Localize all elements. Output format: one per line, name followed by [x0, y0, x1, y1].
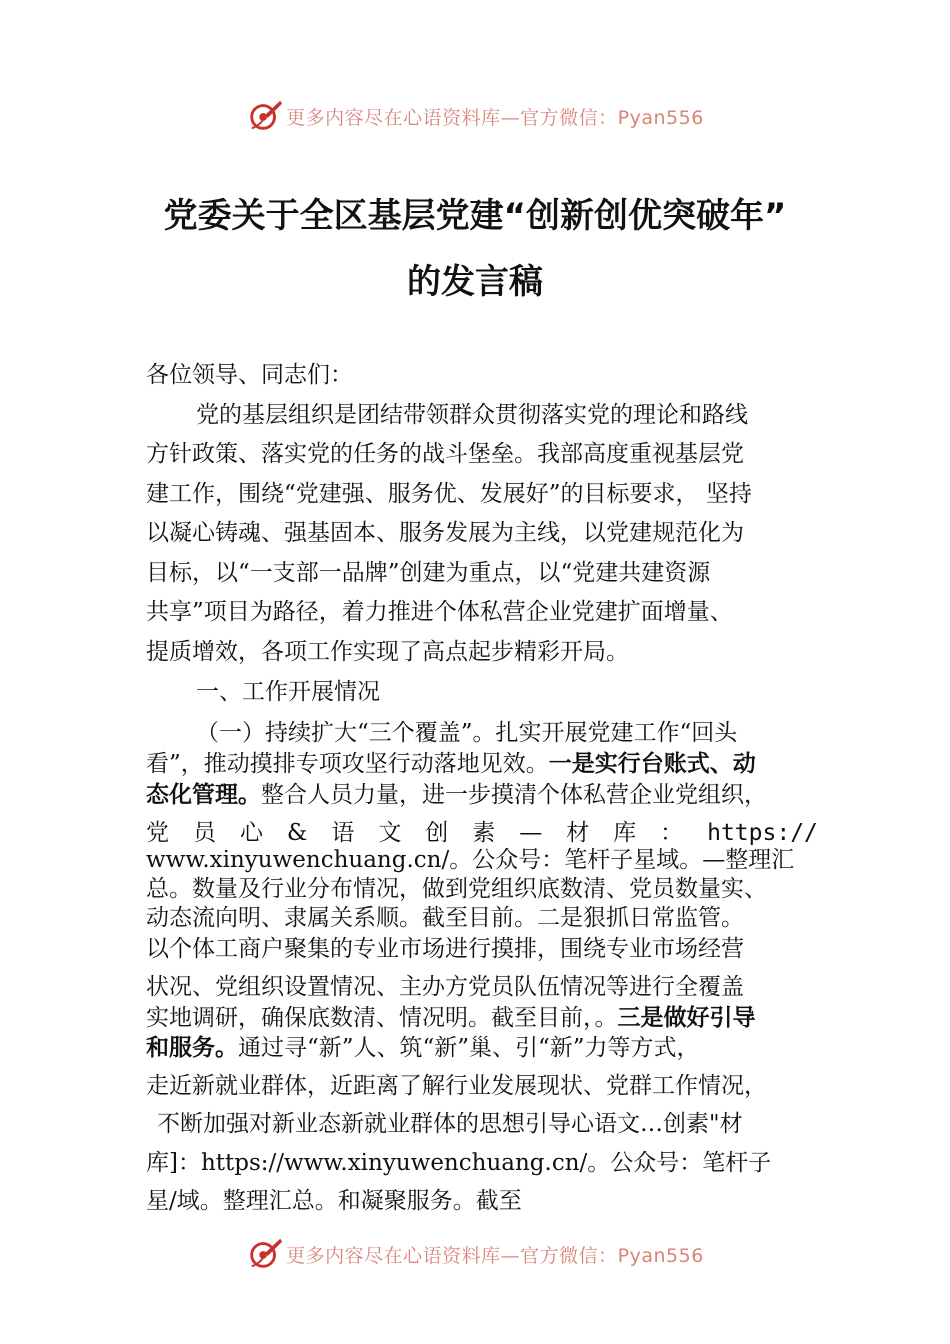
- paragraph-line: 方针政策、落实党的任务的战斗堡垒。我部高度重视基层党: [146, 441, 744, 467]
- paragraph-line: 走近新就业群体，近距离了解行业发展现状、党群工作情况，: [146, 1073, 767, 1099]
- paragraph-line: 状况、党组织设置情况、主办方党员队伍情况等进行全覆盖: [146, 974, 744, 1000]
- paragraph-line: 总。数量及行业分布情况，做到党组织底数清、党员数量实、: [146, 876, 767, 902]
- paragraph-line: 实地调研，确保底数清、情况明。截至目前，。三是做好引导: [146, 1005, 756, 1031]
- paragraph-line: 看”，推动摸排专项攻坚行动落地见效。一是实行台账式、动: [146, 751, 756, 777]
- paragraph-line: 和服务。通过寻“新”人、筑“新”巢、引“新”力等方式，: [146, 1035, 700, 1061]
- paragraph-line: 态化管理。整合人员力量，进一步摸清个体私营企业党组织，: [146, 782, 767, 808]
- paragraph-line: 库]：https://www.xinyuwenchuang.cn/。公众号：笔杆子: [146, 1150, 772, 1176]
- paragraph-line: 动态流向明、隶属关系顺。截至目前。二是狠抓日常监管。: [146, 905, 744, 931]
- title-line-2: 的发言稿: [407, 262, 543, 302]
- paragraph-line: www.xinyuwenchuang.cn/。公众号：笔杆子星域。—整理汇: [146, 847, 795, 873]
- watermark-bottom: [0, 1234, 950, 1274]
- title-line-1: 党委关于全区基层党建“创新创优突破年”: [163, 196, 787, 236]
- pen-logo-icon: [246, 97, 284, 135]
- paragraph-line: 目标，以“一支部一品牌”创建为重点，以“党建共建资源: [146, 560, 711, 586]
- paragraph-line: 以凝心铸魂、强基固本、服务发展为主线，以党建规范化为: [146, 520, 744, 546]
- bold-point: 一是实行台账式、动: [548, 751, 756, 777]
- bold-point: 和服务。: [146, 1035, 238, 1061]
- watermark-text: 更多内容尽在心语资料库—官方微信：Pyan556: [286, 1244, 704, 1267]
- paragraph-line: 以个体工商户聚集的专业市场进行摸排，围绕专业市场经营: [146, 936, 744, 962]
- paragraph-line: 不断加强对新业态新就业群体的思想引导心语文…创素"材: [157, 1111, 743, 1137]
- paragraph-line: 星/域。整理汇总。和凝聚服务。截至: [146, 1188, 522, 1214]
- watermark-top: [0, 96, 950, 136]
- paragraph-line: 建工作，围绕“党建强、服务优、发展好”的目标要求， 坚持: [146, 481, 752, 507]
- section-heading: 一、工作开展情况: [196, 679, 380, 705]
- paragraph-line: 共享”项目为路径，着力推进个体私营企业党建扩面增量、: [146, 599, 733, 625]
- watermark-text: 更多内容尽在心语资料库—官方微信：Pyan556: [286, 106, 704, 129]
- bold-point: 三是做好引导: [617, 1005, 756, 1031]
- bold-point: 态化管理。: [146, 782, 261, 808]
- salutation: 各位领导、同志们：: [146, 362, 353, 388]
- subsection-heading: （一）持续扩大“三个覆盖”。扎实开展党建工作“回头: [196, 720, 738, 746]
- paragraph-line: 提质增效，各项工作实现了高点起步精彩开局。: [146, 639, 629, 665]
- pen-logo-icon: [246, 1235, 284, 1273]
- spaced-line: 党 员 心 & 语 文 创 素 — 材 库 ： https://: [146, 820, 818, 846]
- paragraph-line: 党的基层组织是团结带领群众贯彻落实党的理论和路线: [196, 402, 748, 428]
